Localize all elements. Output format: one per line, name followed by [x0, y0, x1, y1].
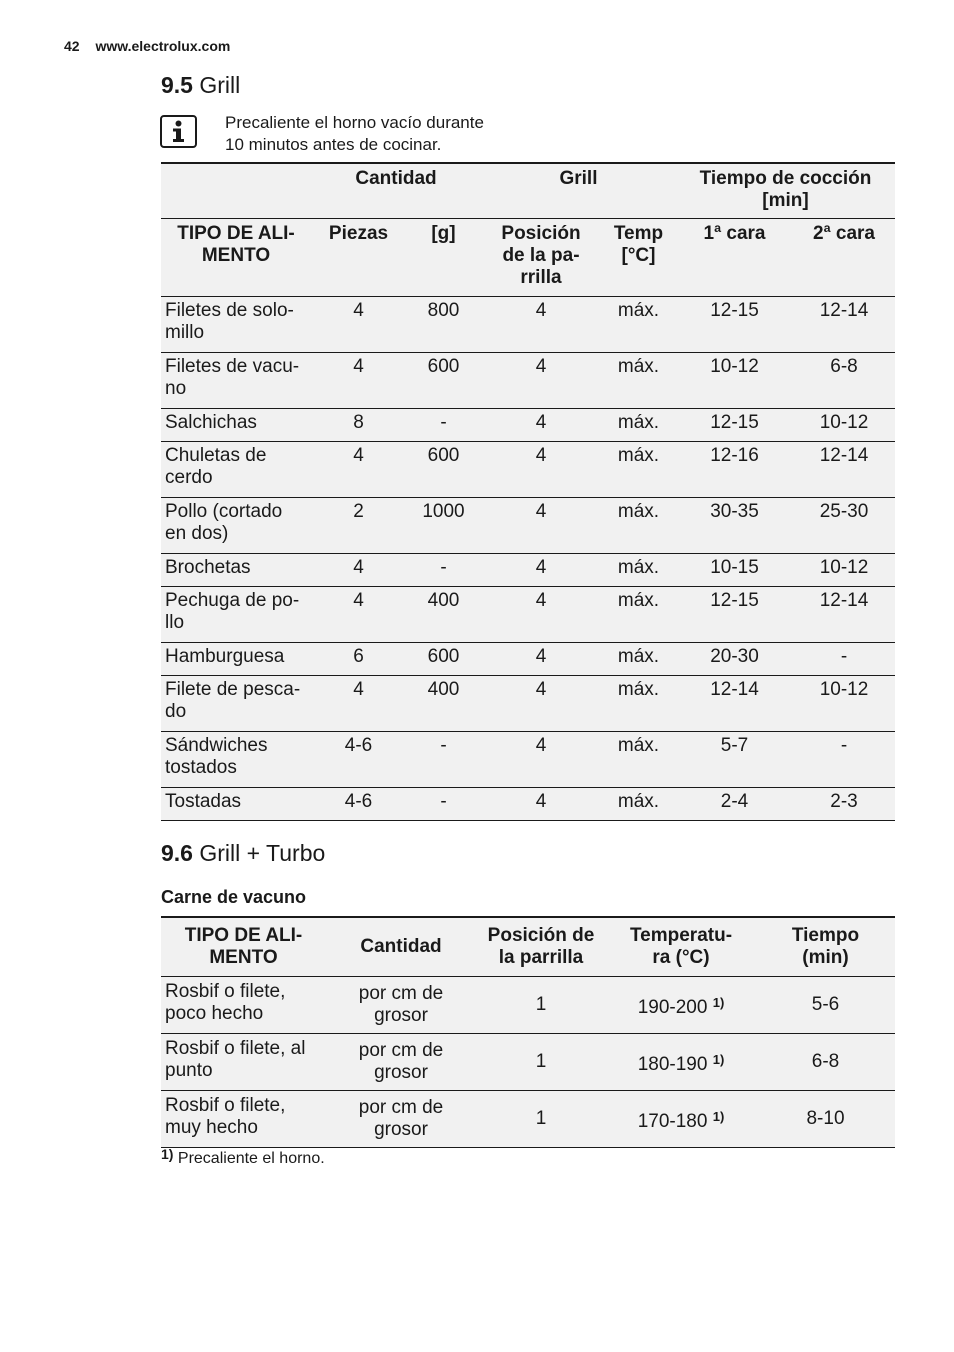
cara1-cell: 10-12: [676, 352, 793, 408]
table-row: [161, 352, 895, 408]
table-row: [161, 1034, 895, 1091]
section-number: 9.5: [161, 72, 193, 98]
page-number: 42: [64, 38, 80, 54]
cara1-cell: 12-15: [676, 586, 793, 642]
posicion-cell: 4: [481, 642, 601, 675]
gramos-cell: 600: [406, 352, 481, 408]
cara1-cell: 10-15: [676, 553, 793, 586]
food-name: Rosbif o filete, al punto: [161, 1034, 326, 1091]
food-name: Pollo (cortado en dos): [161, 497, 311, 553]
food-name: Rosbif o filete, poco hecho: [161, 977, 326, 1034]
col-posicion: Posición de la pa- rrilla: [481, 218, 601, 296]
cara2-cell: 6-8: [793, 352, 895, 408]
col-posicion: Posición de la parrilla: [476, 917, 606, 977]
website-link[interactable]: www.electrolux.com: [95, 38, 231, 54]
table-row: [161, 497, 895, 553]
footnote-ref: 1): [712, 1108, 725, 1124]
col-gramos: [g]: [406, 218, 481, 296]
cara2-cell: 10-12: [793, 553, 895, 586]
cara1-cell: 20-30: [676, 642, 793, 675]
col-temp: Temp [°C]: [601, 218, 676, 296]
col-cara2: 2ª cara: [793, 218, 895, 296]
info-icon: [160, 115, 197, 148]
cara1-cell: 12-14: [676, 675, 793, 731]
piezas-cell: 4-6: [311, 731, 406, 787]
food-name: Hamburguesa: [161, 642, 311, 675]
temp-cell: máx.: [601, 731, 676, 787]
cara1-cell: 5-7: [676, 731, 793, 787]
cantidad-cell: por cm de grosor: [326, 1034, 476, 1091]
food-name: Filetes de vacu- no: [161, 352, 311, 408]
posicion-cell: 4: [481, 296, 601, 352]
posicion-cell: 4: [481, 553, 601, 586]
table-row: [161, 296, 895, 352]
food-name: Pechuga de po- llo: [161, 586, 311, 642]
temp-cell: máx.: [601, 787, 676, 820]
gramos-cell: 600: [406, 642, 481, 675]
cara2-cell: 25-30: [793, 497, 895, 553]
food-name: Brochetas: [161, 553, 311, 586]
grill-turbo-table: [161, 916, 895, 1148]
temp-cell: máx.: [601, 675, 676, 731]
cara2-cell: 10-12: [793, 675, 895, 731]
table-row: [161, 675, 895, 731]
posicion-cell: 4: [481, 352, 601, 408]
temp-cell: máx.: [601, 408, 676, 441]
section-number: 9.6: [161, 840, 193, 866]
cara1-cell: 12-15: [676, 296, 793, 352]
gramos-cell: 800: [406, 296, 481, 352]
group-grill: Grill: [481, 163, 676, 218]
gramos-cell: 600: [406, 441, 481, 497]
table-row: [161, 441, 895, 497]
posicion-cell: 1: [476, 1091, 606, 1148]
cantidad-cell: por cm de grosor: [326, 977, 476, 1034]
temperatura-cell: 180-190 $^{1)}$: [606, 1034, 756, 1091]
posicion-cell: 1: [476, 1034, 606, 1091]
piezas-cell: 4: [311, 675, 406, 731]
posicion-cell: 4: [481, 586, 601, 642]
cara2-cell: 10-12: [793, 408, 895, 441]
cara1-cell: 12-15: [676, 408, 793, 441]
col-tipo: TIPO DE ALI- MENTO: [161, 218, 311, 296]
cara1-cell: 12-16: [676, 441, 793, 497]
table-row: [161, 586, 895, 642]
footnote-ref: 1): [712, 1051, 725, 1067]
temp-cell: máx.: [601, 642, 676, 675]
footnote: [161, 1146, 325, 1168]
subsection-title: Carne de vacuno: [161, 887, 307, 907]
posicion-cell: 4: [481, 408, 601, 441]
tiempo-cell: 5-6: [756, 977, 895, 1034]
col-tiempo: Tiempo (min): [756, 917, 895, 977]
posicion-cell: 4: [481, 787, 601, 820]
section-title-grill: [161, 72, 240, 99]
gramos-cell: -: [406, 731, 481, 787]
food-name: Tostadas: [161, 787, 311, 820]
footnote-ref: 1): [712, 994, 725, 1010]
section-name: Grill: [199, 72, 241, 98]
temp-cell: máx.: [601, 441, 676, 497]
table-row: [161, 1091, 895, 1148]
temperatura-cell: 190-200 $^{1)}$: [606, 977, 756, 1034]
piezas-cell: 4: [311, 553, 406, 586]
page-header: [64, 38, 230, 54]
grill-column-header-row: [161, 218, 895, 296]
cara2-cell: 12-14: [793, 296, 895, 352]
piezas-cell: 4: [311, 352, 406, 408]
food-name: Salchichas: [161, 408, 311, 441]
gramos-cell: 400: [406, 586, 481, 642]
gramos-cell: 1000: [406, 497, 481, 553]
grill-table: [161, 162, 895, 821]
col-tipo: TIPO DE ALI- MENTO: [161, 917, 326, 977]
col-cantidad: Cantidad: [326, 917, 476, 977]
cara1-cell: 2-4: [676, 787, 793, 820]
cara1-cell: 30-35: [676, 497, 793, 553]
posicion-cell: 4: [481, 731, 601, 787]
temp-cell: máx.: [601, 352, 676, 408]
turbo-header-row: [161, 917, 895, 977]
temp-cell: máx.: [601, 553, 676, 586]
food-name: Chuletas de cerdo: [161, 441, 311, 497]
piezas-cell: 4: [311, 296, 406, 352]
table-row: [161, 977, 895, 1034]
piezas-cell: 2: [311, 497, 406, 553]
table-row: [161, 408, 895, 441]
info-note: Precaliente el horno vacío durante 10 minutos antes de cocinar.: [225, 113, 484, 154]
food-name: Filetes de solo- millo: [161, 296, 311, 352]
temp-cell: máx.: [601, 586, 676, 642]
group-tiempo: Tiempo de cocción [min]: [676, 163, 895, 218]
grill-group-header-row: [161, 163, 895, 218]
cara2-cell: 2-3: [793, 787, 895, 820]
gramos-cell: -: [406, 553, 481, 586]
cara2-cell: -: [793, 731, 895, 787]
cara2-cell: 12-14: [793, 586, 895, 642]
posicion-cell: 4: [481, 497, 601, 553]
table-row: [161, 642, 895, 675]
footnote-mark: 1): [161, 1146, 174, 1162]
posicion-cell: 1: [476, 977, 606, 1034]
piezas-cell: 6: [311, 642, 406, 675]
food-name: Rosbif o filete, muy hecho: [161, 1091, 326, 1148]
col-piezas: Piezas: [311, 218, 406, 296]
section-name: Grill + Turbo: [199, 840, 326, 866]
piezas-cell: 4-6: [311, 787, 406, 820]
piezas-cell: 4: [311, 441, 406, 497]
cantidad-cell: por cm de grosor: [326, 1091, 476, 1148]
section-title-grill-turbo: [161, 840, 325, 867]
piezas-cell: 8: [311, 408, 406, 441]
table-row: [161, 553, 895, 586]
col-temperatura: Temperatu- ra (°C): [606, 917, 756, 977]
posicion-cell: 4: [481, 675, 601, 731]
cara2-cell: -: [793, 642, 895, 675]
food-name: Filete de pesca- do: [161, 675, 311, 731]
temp-cell: máx.: [601, 497, 676, 553]
footnote-text: Precaliente el horno.: [177, 1150, 325, 1167]
table-row: [161, 731, 895, 787]
gramos-cell: -: [406, 408, 481, 441]
piezas-cell: 4: [311, 586, 406, 642]
temperatura-cell: 170-180 $^{1)}$: [606, 1091, 756, 1148]
tiempo-cell: 8-10: [756, 1091, 895, 1148]
food-name: Sándwiches tostados: [161, 731, 311, 787]
col-cara1: 1ª cara: [676, 218, 793, 296]
gramos-cell: -: [406, 787, 481, 820]
gramos-cell: 400: [406, 675, 481, 731]
table-row: [161, 787, 895, 820]
tiempo-cell: 6-8: [756, 1034, 895, 1091]
group-cantidad: Cantidad: [311, 163, 481, 218]
temp-cell: máx.: [601, 296, 676, 352]
cara2-cell: 12-14: [793, 441, 895, 497]
posicion-cell: 4: [481, 441, 601, 497]
